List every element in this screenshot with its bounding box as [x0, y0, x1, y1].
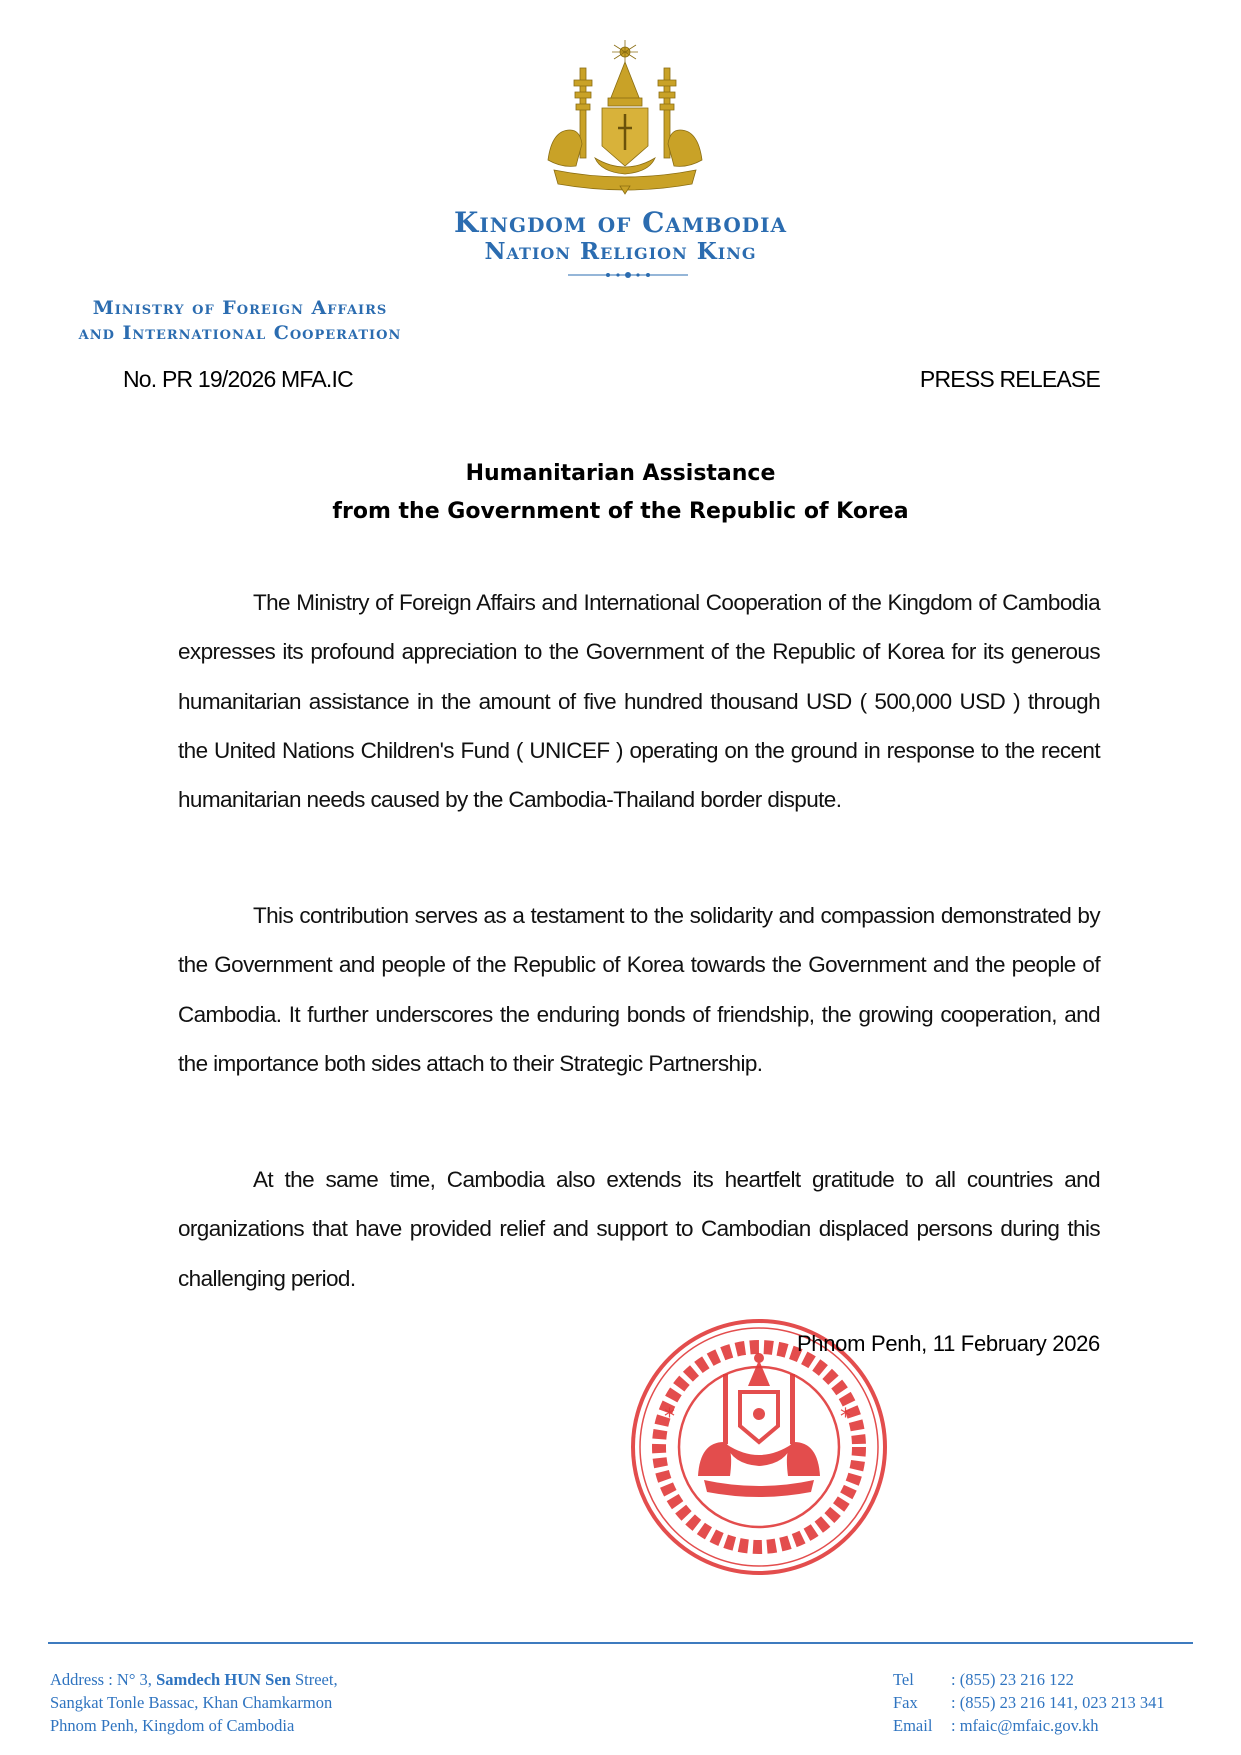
address-street-name: Samdech HUN Sen [156, 1670, 291, 1689]
address-street-suffix: Street, [290, 1670, 338, 1689]
body-paragraph [178, 578, 1100, 824]
email-value[interactable]: : mfaic@mfaic.gov.kh [951, 1716, 1099, 1735]
tel-row [893, 1668, 1165, 1691]
address-line1 [50, 1668, 338, 1691]
sun-rays [612, 40, 638, 62]
address-line3: Phnom Penh, Kingdom of Cambodia [50, 1716, 295, 1735]
title-line1: Humanitarian Assistance [465, 461, 776, 486]
place-and-date: Phnom Penh, 11 February 2026 [796, 1331, 1100, 1356]
footer-divider [48, 1642, 1193, 1644]
tel-label: Tel [893, 1670, 914, 1689]
email-label: Email [893, 1716, 933, 1735]
address-line2: Sangkat Tonle Bassac, Khan Chamkarmon [50, 1693, 333, 1712]
tel-value: : (855) 23 216 122 [951, 1670, 1074, 1689]
title-line2: from the Government of the Republic of Korea [332, 499, 909, 524]
body-paragraph [178, 1155, 1100, 1303]
footer-contacts [893, 1668, 1165, 1737]
svg-text:*: * [664, 1405, 675, 1430]
national-motto: Nation Religion King [484, 238, 757, 265]
country-name: Kingdom of Cambodia [454, 206, 787, 239]
reference-number: No. PR 19/2026 MFA.IC [123, 366, 353, 392]
paragraph-text: At the same time, Cambodia also extends its heartfelt gratitude to all countries and organizations that have provided relief and support to Cambodian displaced persons during this challenging period. [178, 1167, 1100, 1291]
paragraph-text: This contribution serves as a testament to the solidarity and compassion demonstrated by the Government and people of the Republic of Korea towards the Government and the people of Cambodia. It further underscores the enduring bonds of friendship, the growing cooperation, and the importance both sides attach to their Strategic Partnership. [178, 903, 1100, 1076]
address-label: Address : N° 3, [50, 1670, 157, 1689]
document-type: PRESS RELEASE [919, 366, 1100, 392]
fax-value: : (855) 23 216 141, 023 213 341 [951, 1693, 1165, 1712]
ministry-name-line2: and International Cooperation [78, 322, 402, 344]
fax-label: Fax [893, 1693, 918, 1712]
ministry-name-line1: Ministry of Foreign Affairs [92, 297, 388, 319]
body-paragraph [178, 891, 1100, 1088]
ornament-divider-icon [568, 268, 688, 282]
svg-text:*: * [840, 1405, 851, 1430]
royal-coat-of-arms-icon [540, 40, 710, 200]
fax-row [893, 1691, 1165, 1714]
email-row [893, 1714, 1165, 1737]
paragraph-text: The Ministry of Foreign Affairs and International Cooperation of the Kingdom of Cambodia expresses its profound appreciation to the Government of the Republic of Korea for its generous humanitarian assistance in the amount of five hundred thousand USD ( 500,000 USD ) through the United Nations Children's Fund ( UNICEF ) operating on the ground in response to the recent humanitarian needs caused by the Cambodia-Thailand border dispute. [178, 590, 1100, 813]
footer-address [50, 1668, 338, 1737]
